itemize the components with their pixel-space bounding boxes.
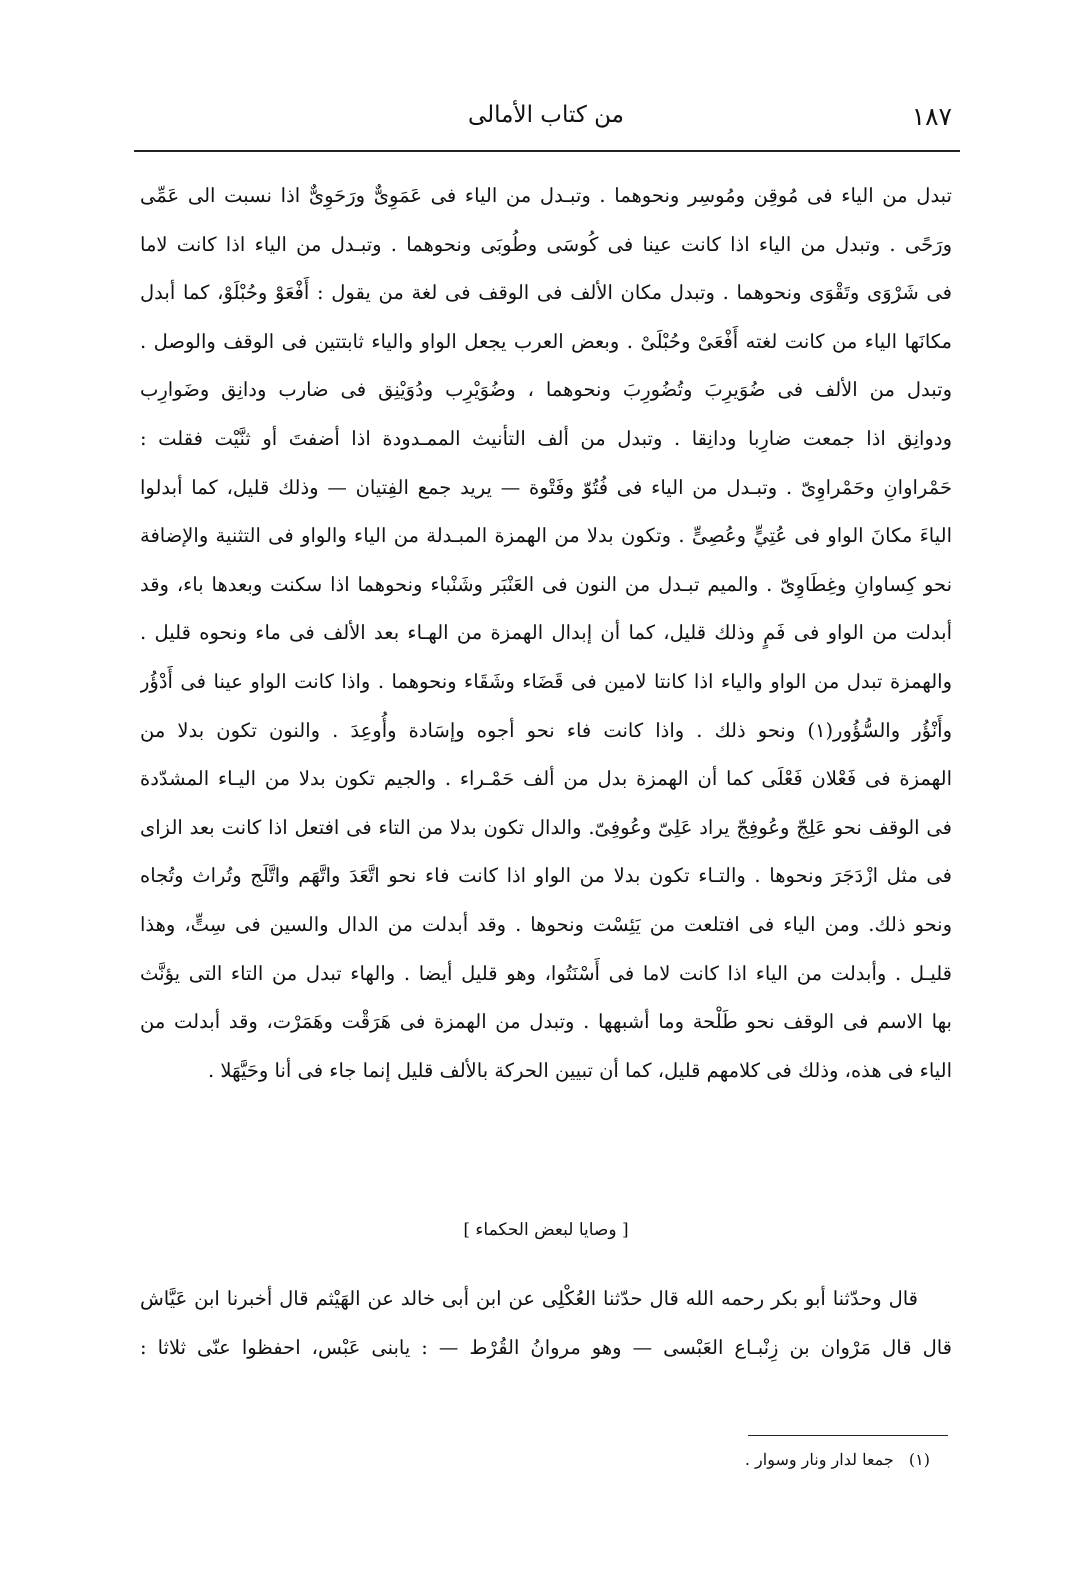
text-line: ورَحًى . وتبدل من الياء اذا كانت عينا فى كُوسَى وطُوبَى ونحوهما . وتبـدل من الياء اذا كانت لاما (140, 232, 952, 256)
section-paragraph (140, 1275, 952, 1372)
text-line: وتبدل من الألف فى ضُوَيرِبَ وتُضُورِبَ ونحوهما ، وضُوَيْرِب ودُوَيْنِق فى ضارب ودانِق وضَوارِب (140, 378, 952, 402)
text-line: وأَنْؤُر والسُّؤُور(١) ونحو ذلك . واذا كانت فاء نحو أجوه وإسَادة وأُوعِدَ . والنون تكون بدلا من (140, 718, 952, 742)
footnote-divider (748, 1435, 948, 1436)
text-line: ودوانِق اذا جمعت ضارِبا ودانِقا . وتبدل من ألف التأنيث الممـدودة اذا أضفتَ أو ثنَّيْت فقلت : (140, 426, 952, 450)
running-title: من كتاب الأمالى (467, 102, 624, 128)
text-line: قال قال مَرْوان بن زِنْبـاع العَبْسى — وهو مروانُ القُرْط — : يابنى عَبْس، احفظوا عنّى ثلاثا : (140, 1335, 952, 1359)
text-line: الياء فى هذه، وذلك فى كلامهم قليل، كما أن تبيين الحركة بالألف قليل إنما جاء فى أنا وحَيَّهَلا . (207, 1058, 952, 1082)
text-line: فى الوقف نحو عَلِجّ وعُوفِجّ يراد عَلِىّ وعُوفِىّ. والدال تكون بدلا من التاء فى افتعل اذا كانت بعد الزاى (140, 815, 952, 839)
text-line: قال وحدّثنا أبو بكر رحمه الله قال حدّثنا العُكْلِى عن ابن أبى خالد عن الهَيْثم قال أخبرنا ابن عَيَّاش (140, 1287, 918, 1310)
main-paragraph (140, 172, 952, 1095)
text-line: والهمزة تبدل من الواو والياء اذا كانتا لامين فى قَضَاء وشَقَاء ونحوهما . واذا كانت الواو عينا فى أَدْؤُر (140, 669, 952, 693)
section-heading: [ وصايا لبعض الحكماء ] (463, 1220, 629, 1240)
text-line: نحو كِساوانِ وغِطَاوِىّ . والميم تبـدل من النون فى العَنْبَر وشَنْباء ونحوهما اذا سكنت وبعدها باء، وقد (140, 572, 952, 596)
running-header (140, 98, 952, 142)
footnote-text: جمعا لدار ونار وسوار . (744, 1450, 894, 1469)
text-line: تبدل من الياء فى مُوقِن ومُوسِر ونحوهما . وتبـدل من الياء فى عَمَوِىٌّ ورَحَوِىٌّ اذا نسبت الى عَمِّى (140, 184, 952, 207)
text-line: الهمزة فى فَعْلان فَعْلَى كما أن الهمزة بدل من ألف حَمْـراء . والجيم تكون بدلا من اليـاء المشدّدة (140, 767, 952, 791)
text-line: فى مثل ازْدَجَرَ ونحوها . والتـاء تكون بدلا من الواو اذا كانت فاء نحو اتَّعَدَ واتَّهَم واتَّلَج وتُراث وتُجاه (140, 864, 952, 888)
text-line: حَمْراوانِ وحَمْراوِىّ . وتبـدل من الياء فى فُتُوّ وفَتْوة — يريد جمع الفِتيان — وذلك قليل، كما أبدلوا (140, 475, 952, 499)
text-line: أبدلت من الواو فى فَمٍ وذلك قليل، كما أن إبدال الهمزة من الهـاء بعد الألف فى ماء ونحوه قليل . (140, 621, 952, 645)
text-line: الياءَ مكانَ الواو فى عُتِيٍّ وعُصِىٍّ . وتكون بدلا من الهمزة المبـدلة من الياء والواو فى التثنية والإضافة (140, 524, 952, 548)
header-divider (134, 150, 960, 152)
text-line: بها الاسم فى الوقف نحو طَلْحة وما أشبهها . وتبدل من الهمزة فى هَرَقْت وهَمَرْت، وقد أبدلت من (140, 1010, 952, 1034)
footnote-marker: (١) (908, 1450, 930, 1469)
footnote (745, 1450, 930, 1469)
text-line: مكانَها الياء من كانت لغته أَفْعَىْ وحُبْلَىْ . وبعض العرب يجعل الواو والياء ثابتتين فى الوقف والوصل . (140, 329, 952, 353)
text-line: ونحو ذلك. ومن الياء فى افتلعت من يَئِسْت ونحوها . وقد أبدلت من الدال والسين فى سِتٍّ، وهذا (140, 912, 952, 936)
page-number: ١٨٧ (911, 102, 952, 131)
text-line: قليـل . وأبدلت من الياء اذا كانت لاما فى أَسْنَتُوا، وهو قليل أيضا . والهاء تبدل من التاء التى يؤنَّث (140, 961, 952, 985)
text-line: فى شَرْوَى وتَقْوَى ونحوهما . وتبدل مكان الألف فى الوقف فى لغة من يقول : أَفْعَوْ وحُبْلَوْ، كما أبدل (140, 281, 952, 305)
